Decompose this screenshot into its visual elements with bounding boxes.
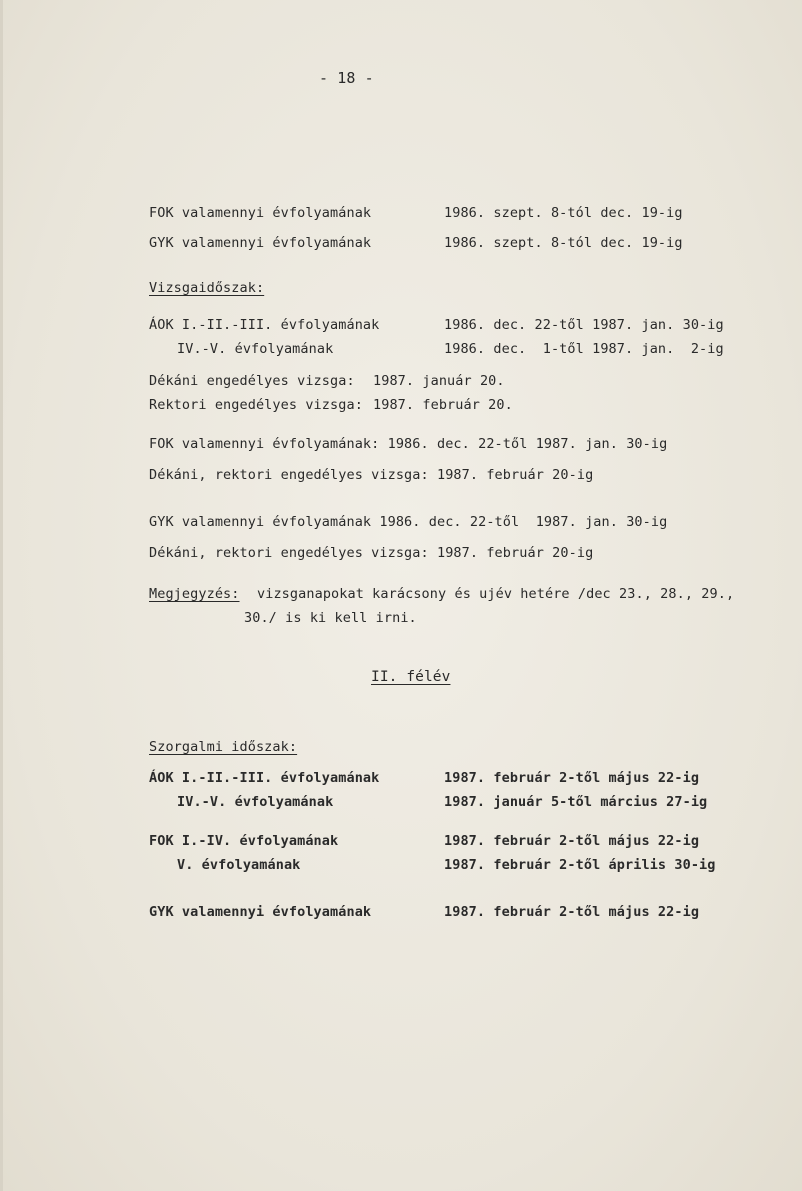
exam-period-heading: Vizsgaidőszak: (149, 280, 265, 296)
study-aok-1-3-dates: 1987. február 2-től május 22-ig (444, 770, 700, 786)
study-fok-5-label: V. évfolyamának (177, 857, 301, 873)
study-fok-1-4-dates: 1987. február 2-től május 22-ig (444, 833, 700, 849)
study-aok-1-3-label: ÁOK I.-II.-III. évfolyamának (149, 770, 380, 786)
study-aok-4-5-label: IV.-V. évfolyamának (177, 794, 334, 810)
note-line2: 30./ is ki kell irni. (244, 610, 417, 626)
exam-fok-permit: Dékáni, rektori engedélyes vizsga: 1987. február 20-ig (149, 467, 594, 483)
page-number: - 18 - (319, 69, 374, 87)
study-fok-1-4-label: FOK I.-IV. évfolyamának (149, 833, 339, 849)
exam-gyk-permit: Dékáni, rektori engedélyes vizsga: 1987. február 20-ig (149, 545, 594, 561)
exam-aok-4-5-label: IV.-V. évfolyamának (177, 341, 334, 357)
exam-fok: FOK valamennyi évfolyamának: 1986. dec. 22-től 1987. jan. 30-ig (149, 436, 668, 452)
study-fok-5-dates: 1987. február 2-től április 30-ig (444, 857, 716, 873)
fall-fok-label: FOK valamennyi évfolyamának (149, 205, 372, 221)
exam-aok-1-3-label: ÁOK I.-II.-III. évfolyamának (149, 317, 380, 333)
fall-fok-dates: 1986. szept. 8-tól dec. 19-ig (444, 205, 683, 221)
study-gyk-label: GYK valamennyi évfolyamának (149, 904, 372, 920)
study-aok-4-5-dates: 1987. január 5-től március 27-ig (444, 794, 708, 810)
exam-gyk: GYK valamennyi évfolyamának 1986. dec. 22-től 1987. jan. 30-ig (149, 514, 668, 530)
fall-gyk-label: GYK valamennyi évfolyamának (149, 235, 372, 251)
fall-gyk-dates: 1986. szept. 8-tól dec. 19-ig (444, 235, 683, 251)
study-period-heading: Szorgalmi időszak: (149, 739, 298, 755)
exam-aok-4-5-dates: 1986. dec. 1-től 1987. jan. 2-ig (444, 341, 724, 357)
exam-aok-1-3-dates: 1986. dec. 22-től 1987. jan. 30-ig (444, 317, 724, 333)
note-label: Megjegyzés: (149, 586, 240, 602)
rector-permit-label: Rektori engedélyes vizsga: (149, 397, 363, 413)
semester2-heading: II. félév (371, 669, 451, 685)
dean-permit-date: 1987. január 20. (373, 373, 505, 389)
dean-permit-label: Dékáni engedélyes vizsga: (149, 373, 355, 389)
note-line1: vizsganapokat karácsony és ujév hetére /dec 23., 28., 29., (257, 586, 735, 602)
rector-permit-date: 1987. február 20. (373, 397, 513, 413)
study-gyk-dates: 1987. február 2-től május 22-ig (444, 904, 700, 920)
